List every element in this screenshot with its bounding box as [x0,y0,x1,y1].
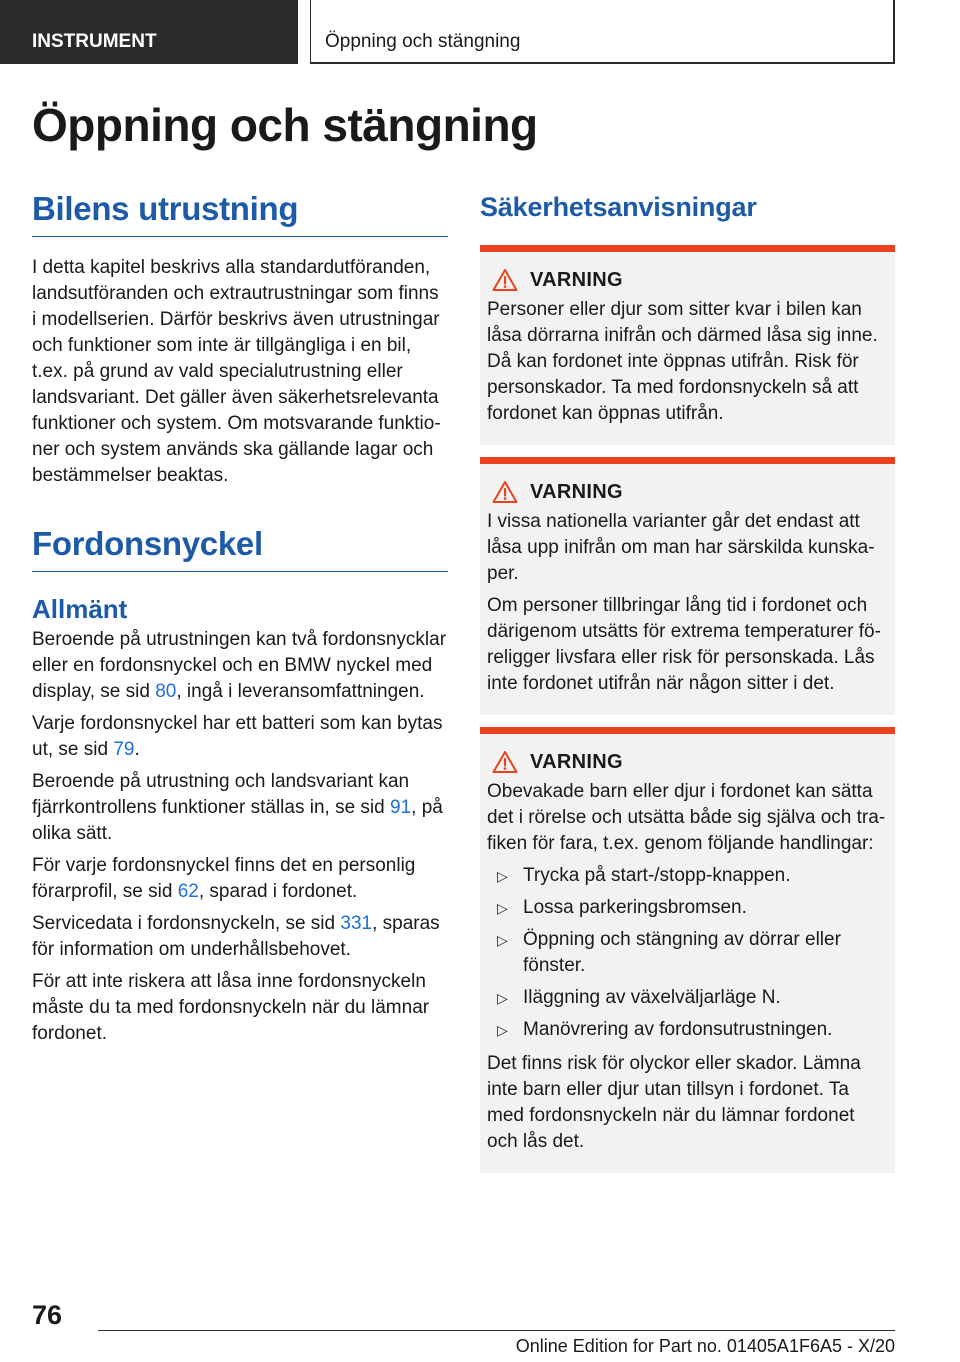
triangle-bullet-icon: ▷ [497,900,508,916]
page-link-91[interactable]: 91 [390,797,412,818]
warning-triangle-icon [492,268,518,292]
text-segment: , sparas för information om underhållsbehovet. [32,913,440,960]
page-number: 76 [32,1300,63,1330]
warning-header [487,480,887,504]
warning-label: VARNING [530,750,623,773]
warning-label: VARNING [530,268,623,291]
list-item [487,985,887,1011]
header-section-tab: INSTRUMENT [0,0,298,64]
text-segment: . [134,739,140,760]
page-link-62[interactable]: 62 [177,881,199,902]
paragraph-battery [32,711,448,763]
page-link-331[interactable]: 331 [340,913,373,934]
list-item-text: Lossa parkeringsbromsen. [523,897,747,918]
warning-header [487,750,887,774]
list-item [487,1017,887,1043]
subheading-allmant: Allmänt [32,594,128,624]
right-column [480,190,895,1173]
text-segment: Beroende på utrustningen kan två fordonsnycklar eller en fordonsnyckel och en BMW nyckel med display, se sid [32,629,447,702]
warning-header [487,268,887,292]
warning-intro: Obevakade barn eller djur i fordonet kan sätta det i rörelse och utsätta både sig själva och trafiken för fara, t.ex. genom följande handlingar: [487,781,886,854]
list-item-text: Öppning och stängning av dörrar eller fönster. [523,929,841,976]
triangle-bullet-icon: ▷ [497,1022,508,1038]
paragraph-remote-functions [32,769,448,847]
text-segment: För varje fordonsnyckel finns det en personlig förarprofil, se sid [32,855,416,902]
warning-label: VARNING [530,480,623,503]
page-link-79[interactable]: 79 [113,739,135,760]
text-segment: , på olika sätt. [32,797,443,844]
triangle-bullet-icon: ▷ [497,990,508,1006]
paragraph-lock-in: För att inte riskera att låsa inne fordonsnyckeln måste du ta med fordonsnyckeln när du lämnar fordonet. [32,971,430,1044]
list-item-text: Iläggning av växelväljarläge N. [523,987,781,1008]
warning-triangle-icon [492,750,518,774]
text-segment: , ingå i leveransomfattningen. [176,681,425,702]
warning-box-2 [480,457,895,715]
warning-outro: Det finns risk för olyckor eller skador. Lämna inte barn eller djur utan tillsyn i fordonet. Ta med fordonsnyckeln när du lämnar fordonet och lås det. [487,1053,861,1152]
footer-edition-text: Online Edition for Part no. 01405A1F6A5 - X/20 [515,1336,895,1356]
section-heading-sakerhetsanvisningar: Säkerhetsanvisningar [480,192,757,222]
list-item [487,863,887,889]
warning-triangle-icon [492,480,518,504]
bilens-utrustning-text: I detta kapitel beskrivs alla standardutföranden, landsutföranden och extrautrustningar som finns i modellserien. Därför beskrivs även utrustningar och funktioner som inte är tillgängliga i en bil, t.ex. på grund av vald specialutrustning eller landsvariant. Det gäller även säkerhetsrelevanta funktioner och system. Om motsvarande funktioner och system används ska gällande lagar och bestämmelser beaktas. [32,257,441,486]
triangle-bullet-icon: ▷ [497,868,508,884]
paragraph-driver-profile [32,853,448,905]
list-item-text: Trycka på start-/stopp-knappen. [523,865,791,886]
triangle-bullet-icon: ▷ [497,932,508,948]
warning-text: I vissa nationella varianter går det endast att låsa upp inifrån om man har särskilda kunskaper. [487,511,875,584]
text-segment: Varje fordonsnyckel har ett batteri som kan bytas ut, se sid [32,713,443,760]
list-item [487,895,887,921]
header-chapter-title: Öppning och stängning [310,0,895,64]
footer-divider [98,1330,895,1331]
warning-box-1 [480,245,895,445]
warning-text: Personer eller djur som sitter kvar i bilen kan låsa dörrarna inifrån och därmed låsa sig inne. Då kan fordonet inte öppnas utifrån. Risk för personskador. Ta med fordonsnyckeln så att fordonet kan öppnas utifrån. [487,299,878,424]
warning-box-3 [480,727,895,1173]
warning-text: Om personer tillbringar lång tid i fordonet och därigenom utsätts för extrema temperaturer föreligger livsfara eller risk för personskada. Lås inte fordonet utifrån när någon sitter i det. [487,595,881,694]
action-list [487,863,887,1043]
text-segment: , sparad i fordonet. [198,881,358,902]
text-segment: Servicedata i fordonsnyckeln, se sid [32,913,341,934]
paragraph-two-keys [32,627,448,705]
page-title: Öppning och stängning [32,99,538,151]
section-heading-fordonsnyckel: Fordonsnyckel [32,525,448,572]
text-segment: Beroende på utrustning och landsvariant kan fjärrkontrollens funktioner ställas in, se sid [32,771,410,818]
page-link-80[interactable]: 80 [155,681,177,702]
list-item-text: Manövrering av fordonsutrustningen. [523,1019,833,1040]
paragraph-service-data [32,911,448,963]
section-heading-bilens-utrustning: Bilens utrustning [32,190,448,237]
left-column [32,190,448,1047]
list-item [487,927,887,979]
